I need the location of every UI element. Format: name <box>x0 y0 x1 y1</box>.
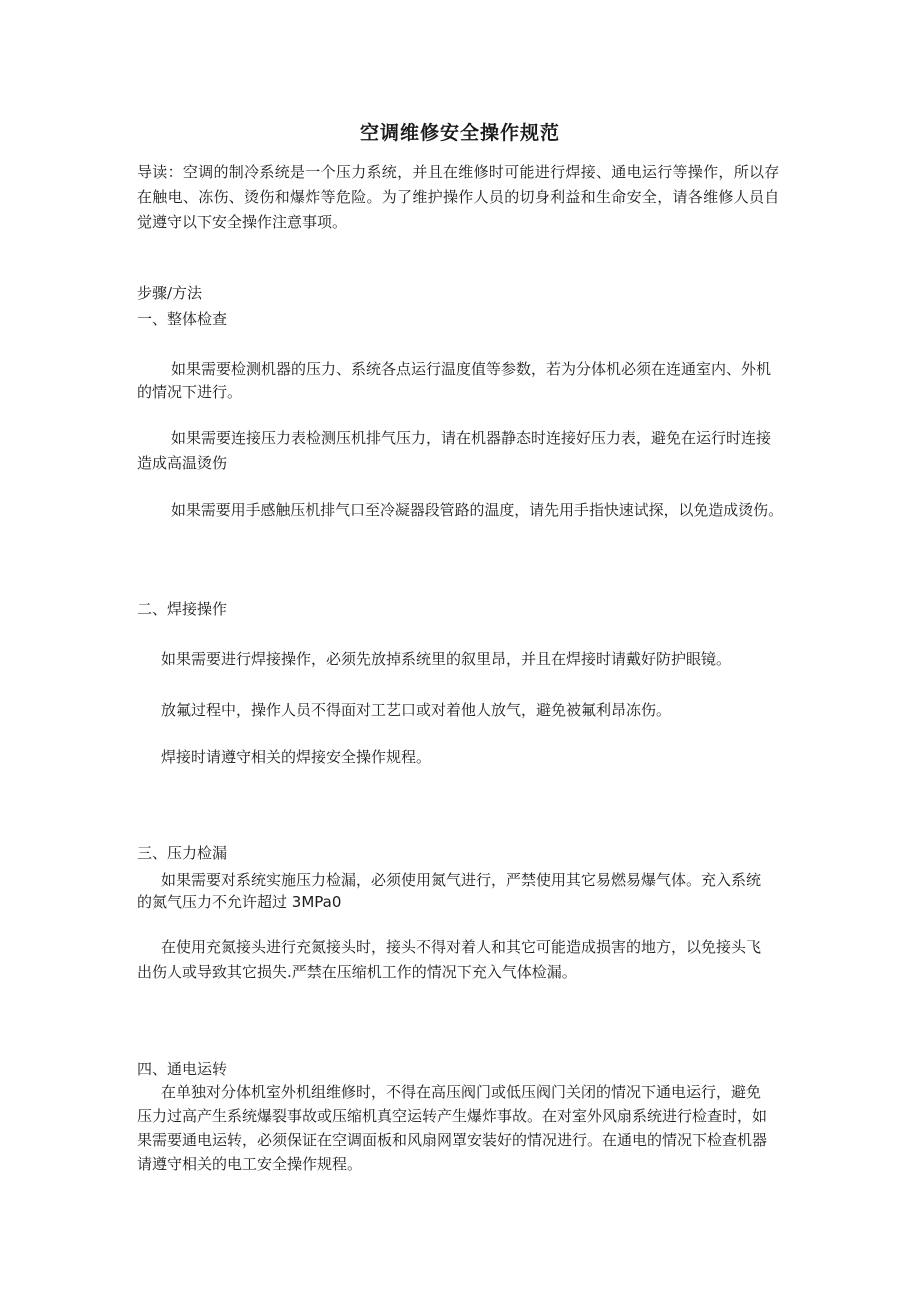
paragraph-line: 如果需要用手感触压机排气口至冷凝器段管路的温度，请先用手指快速试探，以免造成烫伤。 <box>171 501 784 519</box>
intro-line: 觉遵守以下安全操作注意事项。 <box>137 213 348 231</box>
paragraph-text: 的氮气压力不允许超过 <box>137 893 288 911</box>
paragraph-line: 在单独对分体机室外机组维修时，不得在高压阀门或低压阀门关闭的情况下通电运行，避免 <box>161 1083 762 1101</box>
paragraph-line: 放氟过程中，操作人员不得面对工艺口或对着他人放气，避免被氟利昂冻伤。 <box>161 701 672 719</box>
pressure-limit-value: 3MPa0 <box>291 893 342 911</box>
document-title: 空调维修安全操作规范 <box>359 122 560 144</box>
paragraph-line: 造成高温烫伤 <box>137 454 228 472</box>
paragraph-line: 如果需要对系统实施压力检漏，必须使用氮气进行，严禁使用其它易燃易爆气体。充入系统 <box>161 871 762 889</box>
section-heading: 二、焊接操作 <box>137 600 228 618</box>
paragraph-line: 的情况下进行。 <box>137 383 243 401</box>
paragraph-line: 出伤人或导致其它损失.严禁在压缩机工作的情况下充入气体检漏。 <box>137 963 577 981</box>
intro-line: 在触电、冻伤、烫伤和爆炸等危险。为了维护操作人员的切身利益和生命安全，请各维修人员自 <box>137 188 780 206</box>
paragraph-line: 焊接时请遵守相关的焊接安全操作规程。 <box>161 748 432 766</box>
paragraph-line: 在使用充氮接头进行充氮接头时，接头不得对着人和其它可能造成损害的地方，以免接头飞 <box>161 938 762 956</box>
section-heading: 四、通电运转 <box>137 1060 228 1078</box>
paragraph-line: 请遵守相关的电工安全操作规程。 <box>137 1155 363 1173</box>
method-label: 步骤/方法 <box>137 284 203 302</box>
paragraph-line: 如果需要连接压力表检测压机排气压力，请在机器静态时连接好压力表，避免在运行时连接 <box>171 429 772 447</box>
section-heading: 三、压力检漏 <box>137 844 228 862</box>
paragraph-line <box>137 892 341 912</box>
paragraph-line: 压力过高产生系统爆裂事故或压缩机真空运转产生爆炸事故。在对室外风扇系统进行检查时，如 <box>137 1107 768 1125</box>
paragraph-line: 如果需要检测机器的压力、系统各点运行温度值等参数，若为分体机必须在连通室内、外机 <box>171 360 772 378</box>
paragraph-line: 如果需要进行焊接操作，必须先放掉系统里的叙里昂，并且在焊接时请戴好防护眼镜。 <box>161 650 732 668</box>
paragraph-line: 果需要通电运转，必须保证在空调面板和风扇网罩安装好的情况进行。在通电的情况下检查机器 <box>137 1131 768 1149</box>
section-heading: 一、整体检查 <box>137 310 228 328</box>
intro-line: 导读：空调的制冷系统是一个压力系统，并且在维修时可能进行焊接、通电运行等操作，所以存 <box>137 163 780 181</box>
